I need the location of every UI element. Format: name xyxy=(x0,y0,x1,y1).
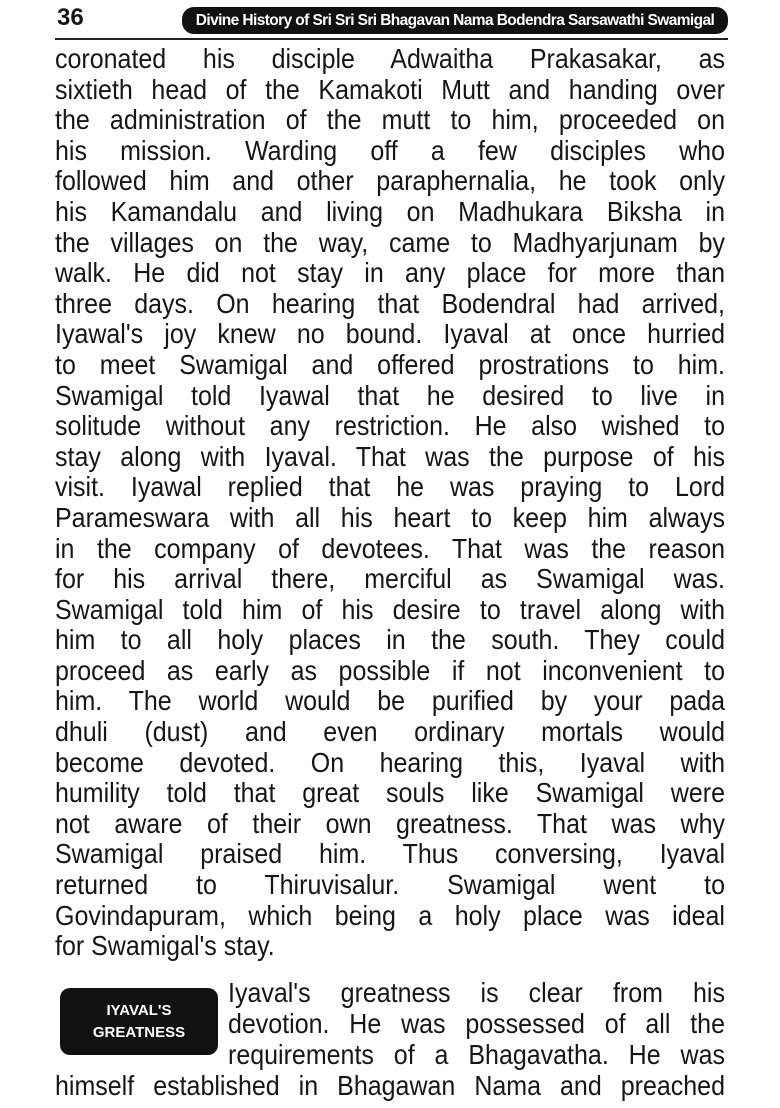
text-line: visit. Iyawal replied that he was praying to Lord xyxy=(55,471,725,503)
header-rule xyxy=(55,38,728,40)
running-title: Divine History of Sri Sri Sri Bhagavan Nama Bodendra Sarsawathi Swamigal xyxy=(182,7,728,34)
page-number: 36 xyxy=(57,4,84,31)
text-line: Iyaval's greatness is clear from his xyxy=(228,977,725,1009)
text-line: not aware of their own greatness. That was why xyxy=(55,808,725,840)
paragraph-1 xyxy=(55,44,725,962)
text-line: become devoted. On hearing this, Iyaval with xyxy=(55,746,725,779)
text-line: Govindapuram, which being a holy place was ideal xyxy=(55,899,725,932)
text-line: three days. On hearing that Bodendral had arrived, xyxy=(55,288,725,320)
text-line: Parameswara with all his heart to keep him always xyxy=(55,502,725,534)
text-line: dhuli (dust) and even ordinary mortals would xyxy=(55,716,725,748)
text-line: for his arrival there, merciful as Swamigal was. xyxy=(55,563,725,595)
text-line: to meet Swamigal and offered prostrations to him. xyxy=(55,349,725,381)
text-line: in the company of devotees. That was the reason xyxy=(55,532,725,565)
side-heading-line1: IYAVAL'S xyxy=(106,1001,172,1019)
text-line: returned to Thiruvisalur. Swamigal went to xyxy=(55,869,725,901)
text-line: walk. He did not stay in any place for more than xyxy=(55,257,725,289)
text-line: himself established in Bhagawan Nama and preached xyxy=(55,1070,725,1102)
text-line: him to all holy places in the south. They could xyxy=(55,624,725,656)
text-line: the villages on the way, came to Madhyarjunam by xyxy=(55,226,725,259)
text-line: solitude without any restriction. He also wished to xyxy=(55,410,725,442)
text-line: devotion. He was possessed of all the xyxy=(228,1008,725,1040)
text-line: followed him and other paraphernalia, he took only xyxy=(55,165,725,198)
text-line: Swamigal told him of his desire to travel along with xyxy=(55,593,725,626)
text-line: Swamigal praised him. Thus conversing, Iyaval xyxy=(55,838,725,871)
text-line: requirements of a Bhagavatha. He was xyxy=(228,1039,725,1071)
text-line: his Kamandalu and living on Madhukara Biksha in xyxy=(55,196,725,228)
side-heading-line2: GREATNESS xyxy=(92,1023,186,1041)
text-line: Iyawal's joy knew no bound. Iyaval at once hurried xyxy=(55,318,725,350)
text-line: him. The world would be purified by your pada xyxy=(55,685,725,718)
text-line: the administration of the mutt to him, proceeded on xyxy=(55,104,725,136)
text-line: for Swamigal's stay. xyxy=(55,930,275,962)
text-line: his mission. Warding off a few disciples who xyxy=(55,135,725,167)
text-line: humility told that great souls like Swamigal were xyxy=(55,777,725,809)
text-line: coronated his disciple Adwaitha Prakasakar, as xyxy=(55,43,725,75)
text-line: proceed as early as possible if not inconvenient to xyxy=(55,655,725,687)
text-line: Swamigal told Iyawal that he desired to live in xyxy=(55,379,725,412)
text-line: stay along with Iyaval. That was the purpose of his xyxy=(55,441,725,473)
paragraph-2 xyxy=(55,978,725,1102)
text-line: sixtieth head of the Kamakoti Mutt and handing over xyxy=(55,73,725,106)
